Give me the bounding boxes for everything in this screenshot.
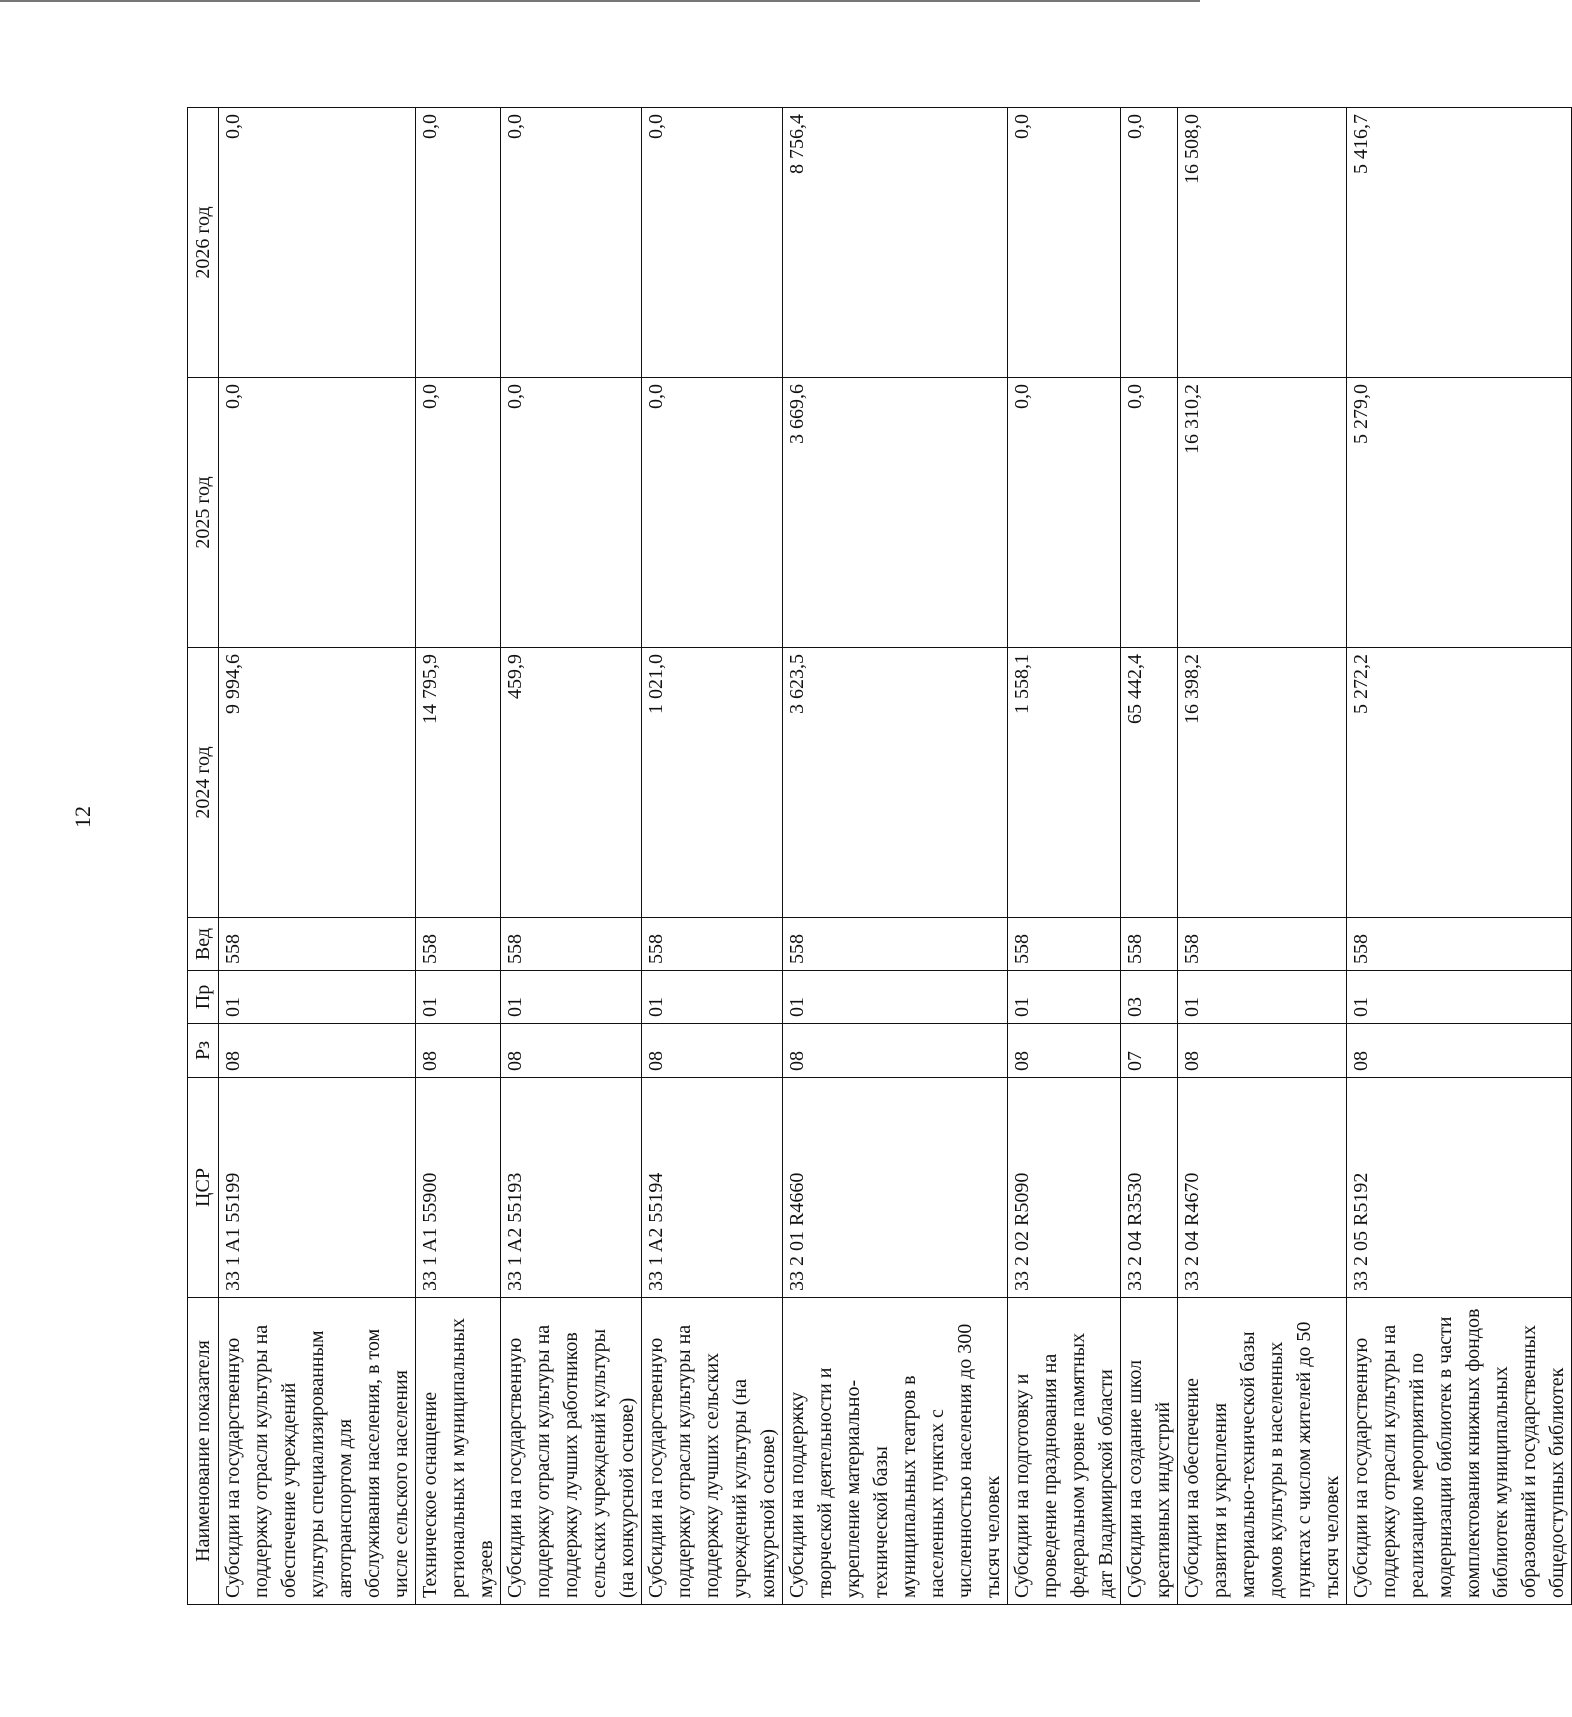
- cell-name: Субсидии на подготовку и проведение празднования на федеральном уровне памятных дат Владимирской области: [1008, 1298, 1121, 1605]
- header-rz: Рз: [188, 1024, 219, 1078]
- cell-2024: 3 623,5: [783, 648, 1008, 918]
- table-row: [642, 108, 783, 1605]
- cell-2024: 14 795,9: [416, 648, 501, 918]
- table-body: [219, 108, 1572, 1605]
- cell-2025: 0,0: [1008, 378, 1121, 648]
- cell-rz: 08: [1178, 1024, 1347, 1078]
- cell-ved: 558: [416, 918, 501, 971]
- cell-csr: 33 1 A1 55900: [416, 1078, 501, 1298]
- cell-rz: 08: [783, 1024, 1008, 1078]
- cell-ved: 558: [1121, 918, 1178, 971]
- cell-2025: 16 310,2: [1178, 378, 1347, 648]
- cell-csr: 33 1 A2 55193: [501, 1078, 642, 1298]
- cell-pr: 01: [783, 971, 1008, 1024]
- cell-2025: 0,0: [219, 378, 416, 648]
- cell-name: Субсидии на государственную поддержку отрасли культуры на реализацию мероприятий по модернизации библиотек в части комплектования книжных фондов библиотек муниципальных образований и государственных общедоступных библиотек: [1347, 1298, 1572, 1605]
- cell-2026: 0,0: [642, 108, 783, 378]
- cell-rz: 08: [642, 1024, 783, 1078]
- cell-pr: 01: [219, 971, 416, 1024]
- header-name: Наименование показателя: [188, 1298, 219, 1605]
- cell-2026: 0,0: [416, 108, 501, 378]
- cell-rz: 08: [416, 1024, 501, 1078]
- cell-pr: 01: [1008, 971, 1121, 1024]
- cell-ved: 558: [783, 918, 1008, 971]
- header-2024: 2024 год: [188, 648, 219, 918]
- cell-ved: 558: [1178, 918, 1347, 971]
- cell-2025: 5 279,0: [1347, 378, 1572, 648]
- table-row: [783, 108, 1008, 1605]
- cell-name: Субсидии на государственную поддержку отрасли культуры на обеспечение учреждений культуры специализированным автотранспортом для обслуживания населения, в том числе сельского населения: [219, 1298, 416, 1605]
- cell-pr: 01: [416, 971, 501, 1024]
- cell-2025: 0,0: [642, 378, 783, 648]
- cell-csr: 33 1 A1 55199: [219, 1078, 416, 1298]
- cell-csr: 33 2 04 R4670: [1178, 1078, 1347, 1298]
- cell-pr: 01: [1178, 971, 1347, 1024]
- cell-2026: 8 756,4: [783, 108, 1008, 378]
- cell-2025: 0,0: [501, 378, 642, 648]
- table-header-row: [188, 108, 219, 1605]
- cell-2026: 0,0: [501, 108, 642, 378]
- cell-rz: 07: [1121, 1024, 1178, 1078]
- cell-2024: 16 398,2: [1178, 648, 1347, 918]
- cell-name: Техническое оснащение региональных и муниципальных музеев: [416, 1298, 501, 1605]
- table-row: [501, 108, 642, 1605]
- cell-ved: 558: [642, 918, 783, 971]
- cell-name: Субсидии на создание школ креативных индустрий: [1121, 1298, 1178, 1605]
- cell-pr: 01: [501, 971, 642, 1024]
- cell-pr: 01: [1347, 971, 1572, 1024]
- cell-csr: 33 2 04 R3530: [1121, 1078, 1178, 1298]
- cell-rz: 08: [1008, 1024, 1121, 1078]
- header-csr: ЦСР: [188, 1078, 219, 1298]
- cell-pr: 03: [1121, 971, 1178, 1024]
- header-pr: Пр: [188, 971, 219, 1024]
- cell-name: Субсидии на государственную поддержку отрасли культуры на поддержку лучших сельских учреждений культуры (на конкурсной основе): [642, 1298, 783, 1605]
- cell-name: Субсидии на обеспечение развития и укрепления материально-технической базы домов культуры в населенных пунктах с числом жителей до 50 тысяч человек: [1178, 1298, 1347, 1605]
- cell-pr: 01: [642, 971, 783, 1024]
- cell-name: Субсидии на поддержку творческой деятельности и укрепление материально-технической базы муниципальных театров в населенных пунктах с численностью населения до 300 тысяч человек: [783, 1298, 1008, 1605]
- cell-csr: 33 1 A2 55194: [642, 1078, 783, 1298]
- cell-2025: 3 669,6: [783, 378, 1008, 648]
- cell-rz: 08: [219, 1024, 416, 1078]
- budget-table: [187, 107, 1572, 1605]
- cell-name: Субсидии на государственную поддержку отрасли культуры на поддержку лучших работников сельских учреждений культуры (на конкурсной основе): [501, 1298, 642, 1605]
- cell-2024: 1 021,0: [642, 648, 783, 918]
- cell-rz: 08: [1347, 1024, 1572, 1078]
- cell-2026: 0,0: [1008, 108, 1121, 378]
- rotated-table-container: [187, 108, 1568, 1605]
- cell-2025: 0,0: [1121, 378, 1178, 648]
- table-row: [1347, 108, 1572, 1605]
- cell-2026: 5 416,7: [1347, 108, 1572, 378]
- header-ved: Вед: [188, 918, 219, 971]
- cell-2026: 0,0: [219, 108, 416, 378]
- cell-ved: 558: [1008, 918, 1121, 971]
- table-row: [1008, 108, 1121, 1605]
- cell-rz: 08: [501, 1024, 642, 1078]
- table-row: [219, 108, 416, 1605]
- scan-top-edge: [0, 0, 1200, 2]
- table-row: [1178, 108, 1347, 1605]
- cell-csr: 33 2 01 R4660: [783, 1078, 1008, 1298]
- cell-2024: 459,9: [501, 648, 642, 918]
- cell-2024: 9 994,6: [219, 648, 416, 918]
- header-2025: 2025 год: [188, 378, 219, 648]
- cell-csr: 33 2 02 R5090: [1008, 1078, 1121, 1298]
- cell-ved: 558: [1347, 918, 1572, 971]
- cell-csr: 33 2 05 R5192: [1347, 1078, 1572, 1298]
- cell-2024: 1 558,1: [1008, 648, 1121, 918]
- page-number: 12: [70, 806, 95, 828]
- cell-2025: 0,0: [416, 378, 501, 648]
- cell-ved: 558: [501, 918, 642, 971]
- table-row: [1121, 108, 1178, 1605]
- cell-2024: 65 442,4: [1121, 648, 1178, 918]
- cell-2026: 16 508,0: [1178, 108, 1347, 378]
- table-row: [416, 108, 501, 1605]
- header-2026: 2026 год: [188, 108, 219, 378]
- cell-2026: 0,0: [1121, 108, 1178, 378]
- cell-2024: 5 272,2: [1347, 648, 1572, 918]
- cell-ved: 558: [219, 918, 416, 971]
